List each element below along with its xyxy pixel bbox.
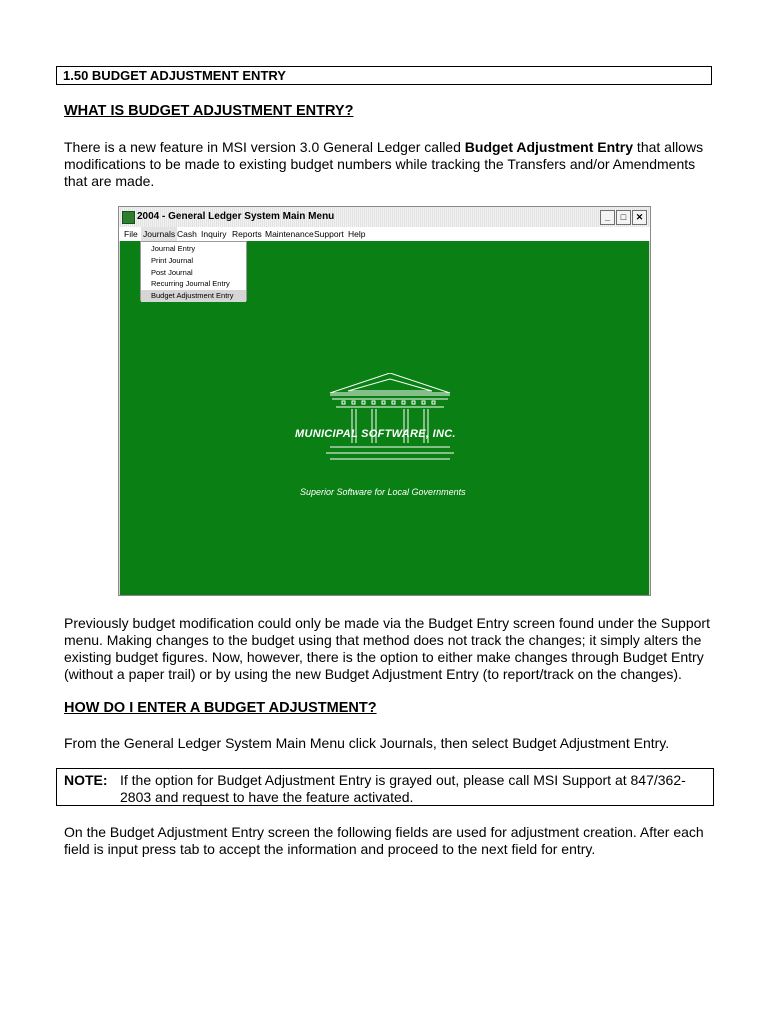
previously-line-2: menu. Making changes to the budget using that method does not track the changes; it simply alters the: [64, 632, 702, 648]
section-title: 1.50 BUDGET ADJUSTMENT ENTRY: [56, 66, 712, 85]
dropdown-post-journal[interactable]: Post Journal: [151, 267, 193, 277]
heading-what-is: WHAT IS BUDGET ADJUSTMENT ENTRY?: [64, 103, 354, 119]
close-button[interactable]: ✕: [632, 210, 647, 225]
maximize-button[interactable]: □: [616, 210, 631, 225]
from-line: From the General Ledger System Main Menu click Journals, then select Budget Adjustment Entry.: [64, 735, 670, 751]
note-line-2: 2803 and request to have the feature activated.: [120, 789, 414, 805]
dropdown-recurring-journal-entry[interactable]: Recurring Journal Entry: [151, 279, 230, 289]
fields-paragraph: [64, 824, 714, 858]
app-icon: [122, 211, 135, 224]
window-title: 2004 - General Ledger System Main Menu: [137, 211, 335, 222]
intro-paragraph: [64, 139, 714, 190]
menu-journals[interactable]: Journals: [143, 229, 176, 239]
minimize-button[interactable]: _: [600, 210, 615, 225]
intro-line-1-end: that allows: [633, 139, 704, 155]
menubar: [119, 227, 650, 241]
heading-how-do-i: HOW DO I ENTER A BUDGET ADJUSTMENT?: [64, 700, 377, 716]
menu-support[interactable]: Support: [314, 229, 344, 239]
company-tagline: Superior Software for Local Governments: [300, 487, 466, 497]
note-line-1: If the option for Budget Adjustment Entry is grayed out, please call MSI Support at 847/362-: [120, 772, 686, 788]
columns-building-icon: [290, 373, 490, 473]
previously-line-4: (without a paper trail) or by using the new Budget Adjustment Entry (to report/track on the changes).: [64, 666, 682, 682]
fields-line-1: On the Budget Adjustment Entry screen the following fields are used for adjustment creation. After each: [64, 824, 704, 840]
menu-cash[interactable]: Cash: [177, 229, 197, 239]
note-label: NOTE:: [64, 772, 108, 788]
note-box: [56, 768, 714, 806]
from-paragraph: [64, 735, 714, 752]
journals-dropdown: [140, 241, 247, 301]
previously-paragraph: [64, 615, 714, 683]
dropdown-journal-entry[interactable]: Journal Entry: [151, 244, 196, 253]
menu-file[interactable]: File: [124, 229, 138, 239]
fields-line-2: field is input press tab to accept the information and proceed to the next field for entry.: [64, 841, 596, 857]
menu-inquiry[interactable]: Inquiry: [201, 229, 227, 239]
dropdown-print-journal[interactable]: Print Journal: [151, 255, 194, 265]
intro-feature-name: Budget Adjustment Entry: [464, 139, 634, 155]
intro-line-1-start: There is a new feature in MSI version 3.0 General Ledger called: [64, 139, 465, 155]
previously-line-1: Previously budget modification could only be made via the Budget Entry screen found under the Support: [64, 615, 710, 631]
note-text: [120, 772, 686, 806]
intro-line-2: modifications to be made to existing budget numbers while tracking the Transfers and/or Amendments: [64, 156, 696, 172]
previously-line-3: existing budget figures. Now, however, there is the option to either make changes through Budget Entry: [64, 649, 704, 665]
company-brand: MUNICIPAL SOFTWARE, INC.: [295, 428, 456, 440]
menu-help[interactable]: Help: [348, 229, 366, 239]
intro-line-3: that are made.: [64, 173, 155, 189]
menu-maintenance[interactable]: Maintenance: [265, 229, 314, 239]
intro-line-1: [64, 139, 714, 156]
menu-reports[interactable]: Reports: [232, 229, 262, 239]
window-titlebar: [119, 207, 650, 227]
dropdown-budget-adjustment-entry[interactable]: Budget Adjustment Entry: [141, 290, 246, 302]
app-window-screenshot: [118, 206, 651, 596]
